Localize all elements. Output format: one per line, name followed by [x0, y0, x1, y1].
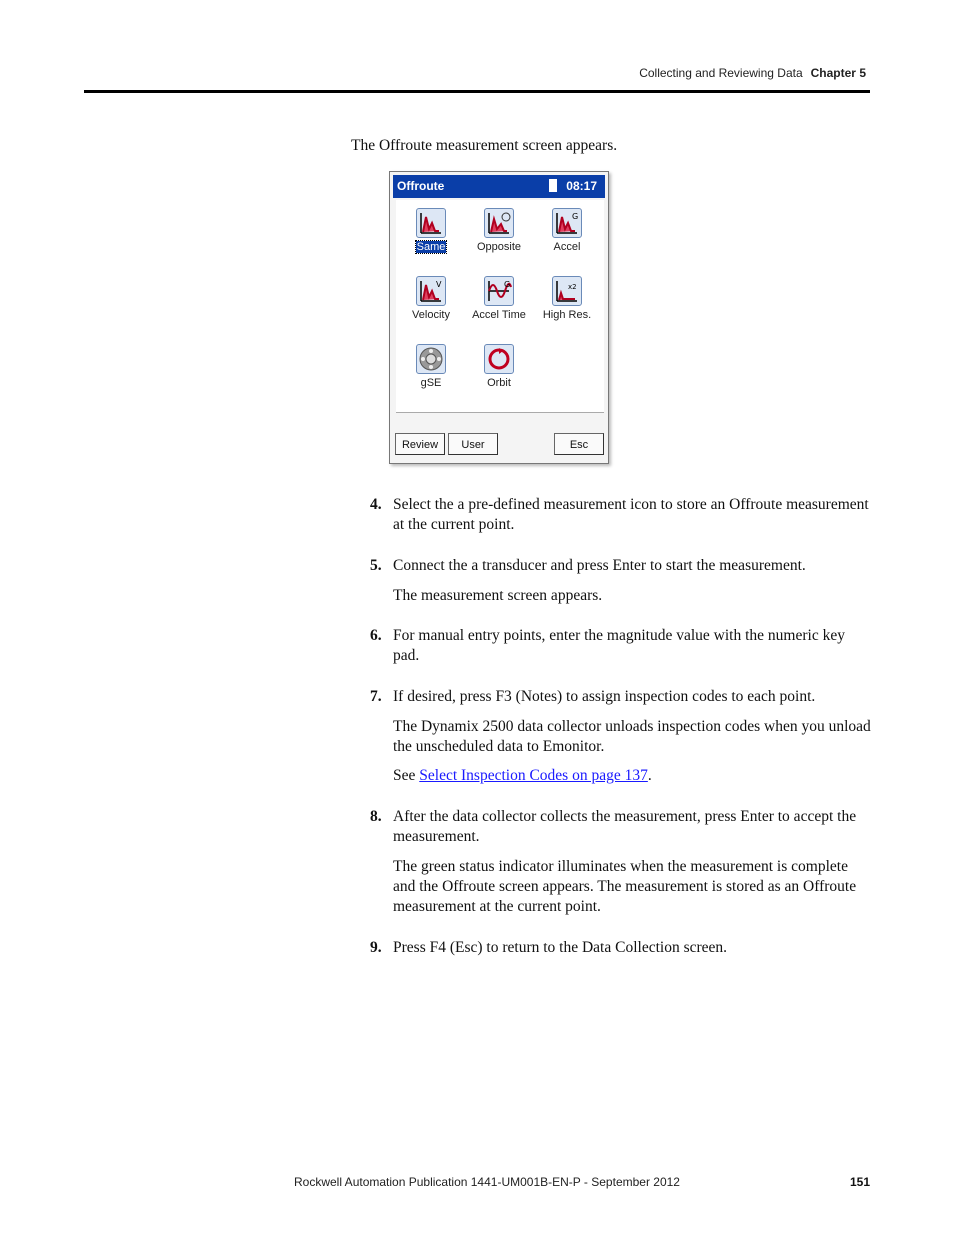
app-label: gSE [420, 377, 442, 389]
spectrum-icon [484, 208, 514, 238]
step-number: 7. [370, 688, 382, 705]
spectrum-icon [416, 276, 446, 306]
app-label: High Res. [542, 309, 592, 321]
page-number: 151 [850, 1175, 871, 1189]
section-title: Collecting and Reviewing Data [639, 66, 803, 80]
step-text: Select the a pre-defined measurement icon to store an Offroute measurement at the current point. [393, 496, 869, 533]
app-same[interactable] [398, 208, 464, 253]
running-header [639, 66, 866, 80]
app-opposite[interactable] [466, 208, 532, 253]
app-accel-time[interactable] [466, 276, 532, 321]
screen-title: Offroute [397, 179, 445, 193]
spectrum-icon [416, 208, 446, 238]
app-label: Accel [553, 241, 581, 253]
step-note: The green status indicator illuminates when the measurement is complete and the Offroute screen appears. The measurement is stored as an Offroute measurement at the current point. [393, 858, 857, 915]
app-label: Opposite [476, 241, 522, 253]
app-label: Orbit [487, 377, 511, 389]
app-high-res[interactable] [534, 276, 600, 321]
step-text: Connect the a transducer and press Enter to start the measurement. [393, 557, 806, 574]
svg-text:x2: x2 [568, 283, 577, 291]
step-text: After the data collector collects the measurement, press Enter to accept the measurement. [393, 808, 857, 845]
app-velocity[interactable] [398, 276, 464, 321]
user-button[interactable]: User [448, 433, 498, 455]
see-prefix: See [393, 767, 420, 784]
waveform-icon [484, 276, 514, 306]
orbit-icon [484, 344, 514, 374]
app-label: Same [416, 241, 446, 253]
app-label: Accel Time [472, 309, 526, 321]
app-orbit[interactable] [466, 344, 532, 389]
offroute-screenshot [389, 171, 609, 464]
spectrum-icon [552, 276, 582, 306]
step-number: 5. [370, 557, 382, 574]
see-suffix: . [647, 767, 652, 784]
step-number: 6. [370, 627, 382, 644]
app-label: Velocity [412, 309, 450, 321]
step-text: If desired, press F3 (Notes) to assign inspection codes to each point. [393, 688, 816, 705]
app-gse[interactable] [398, 344, 464, 389]
inspection-codes-link[interactable]: Select Inspection Codes on page 137 [419, 767, 648, 784]
intro-text: The Offroute measurement screen appears. [351, 137, 618, 154]
spectrum-icon [552, 208, 582, 238]
see-reference [393, 766, 871, 786]
step-note: The measurement screen appears. [393, 587, 603, 604]
step-text: For manual entry points, enter the magnitude value with the numeric key pad. [393, 627, 845, 664]
svg-text:G: G [504, 280, 511, 289]
step-number: 9. [370, 939, 382, 956]
step-text: Press F4 (Esc) to return to the Data Collection screen. [393, 939, 728, 956]
title-bar [393, 175, 605, 198]
clock: 08:17 [566, 179, 597, 193]
esc-button[interactable]: Esc [554, 433, 604, 455]
step-number: 4. [370, 496, 382, 513]
bearing-icon [416, 344, 446, 374]
chapter-label: Chapter 5 [810, 66, 866, 80]
step-note: The Dynamix 2500 data collector unloads inspection codes when you unload the unscheduled data to Emonitor. [393, 718, 871, 755]
app-accel[interactable] [534, 208, 600, 253]
review-button[interactable]: Review [395, 433, 445, 455]
icon-grid [396, 200, 604, 413]
step-number: 8. [370, 808, 382, 825]
battery-icon [549, 179, 557, 192]
publication-footer: Rockwell Automation Publication 1441-UM001B-EN-P - September 2012 [294, 1175, 680, 1189]
page-header [84, 62, 870, 93]
svg-text:V: V [436, 280, 442, 289]
svg-text:G: G [572, 212, 579, 221]
